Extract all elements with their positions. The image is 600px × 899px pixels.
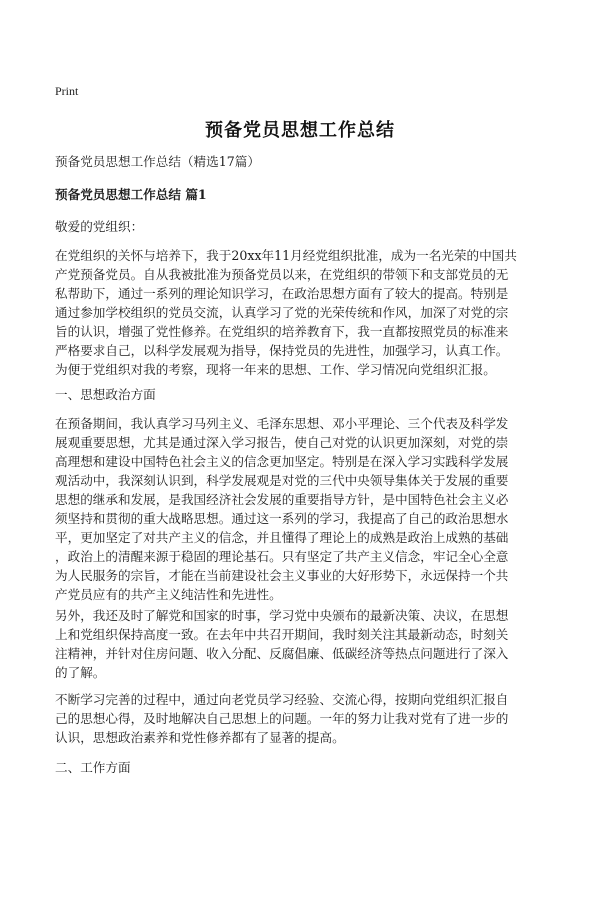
text-line: 高理想和建设中国特色社会主义的信念更加坚定。特别是在深入学习实践科学发展 (55, 454, 509, 469)
text-line: 注精神，并针对住房问题、收入分配、反腐倡廉、低碳经济等热点问题进行了深入 (55, 646, 509, 661)
salutation: 敬爱的党组织： (55, 219, 144, 234)
paragraph-continuous-learning (55, 690, 545, 747)
print-link[interactable]: Print (55, 84, 79, 98)
text-line: 另外，我还及时了解党和国家的时事，学习党中央颁布的最新决策、决议，在思想 (55, 608, 509, 623)
text-line: 产党员应有的共产主义纯洁性和先进性。 (55, 587, 282, 602)
text-line: 产党预备党员。自从我被批准为预备党员以来，在党组织的带领下和支部党员的无 (55, 267, 509, 282)
text-line: 在预备期间，我认真学习马列主义、毛泽东思想、邓小平理论、三个代表及科学发 (55, 416, 509, 431)
text-line: 己的思想心得，及时地解决自己思想上的问题。一年的努力让我对党有了进一步的 (55, 711, 509, 726)
text-line: 严格要求自己，以科学发展观为指导，保持党员的先进性，加强学习，认真工作。 (55, 343, 509, 358)
text-line: ，政治上的清醒来源于稳固的理论基石。只有坚定了共产主义信念，牢记全心全意 (55, 549, 509, 564)
page-title: 预备党员思想工作总结 (205, 120, 395, 141)
paragraph-political-study (55, 414, 545, 604)
paragraph-intro (55, 246, 545, 379)
text-line: 平，更加坚定了对共产主义的信念，并且懂得了理论上的成熟是政治上成熟的基础 (55, 530, 509, 545)
text-line: 旨的认识，增强了党性修养。在党组织的培养教育下，我一直都按照党员的标准来 (55, 324, 509, 339)
text-line: 为便于党组织对我的考察，现将一年来的思想、工作、学习情况向党组织汇报。 (55, 362, 496, 377)
text-line: 的了解。 (55, 665, 106, 680)
text-line: 认识，思想政治素养和党性修养都有了显著的提高。 (55, 730, 345, 745)
section-heading: 预备党员思想工作总结 篇1 (55, 187, 207, 202)
text-line: 不断学习完善的过程中，通过向老党员学习经验、交流心得，按期向党组织汇报自 (55, 692, 509, 707)
paragraph-current-affairs (55, 606, 545, 682)
text-line: 展观重要思想，尤其是通过深入学习报告，使自己对党的认识更加深刻，对党的崇 (55, 435, 509, 450)
text-line: 为人民服务的宗旨，才能在当前建设社会主义事业的大好形势下，永远保持一个共 (55, 568, 509, 583)
text-line: 思想的继承和发展，是我国经济社会发展的重要指导方针，是中国特色社会主义必 (55, 492, 509, 507)
heading-political-thought: 一、思想政治方面 (55, 387, 156, 402)
text-line: 私帮助下，通过一系列的理论知识学习，在政治思想方面有了较大的提高。特别是 (55, 286, 509, 301)
text-line: 须坚持和贯彻的重大战略思想。通过这一系列的学习，我提高了自己的政治思想水 (55, 511, 509, 526)
text-line: 上和党组织保持高度一致。在去年中共召开期间，我时刻关注其最新动态，时刻关 (55, 627, 509, 642)
document-subtitle: 预备党员思想工作总结（精选17篇） (55, 154, 260, 169)
text-line: 观活动中，我深刻认识到，科学发展观是对党的三代中央领导集体关于发展的重要 (55, 473, 509, 488)
heading-work: 二、工作方面 (55, 760, 131, 775)
text-line: 在党组织的关怀与培养下，我于20xx年11月经党组织批准，成为一名光荣的中国共 (55, 248, 517, 263)
text-line: 通过参加学校组织的党员交流，认真学习了党的光荣传统和作风，加深了对党的宗 (55, 305, 509, 320)
